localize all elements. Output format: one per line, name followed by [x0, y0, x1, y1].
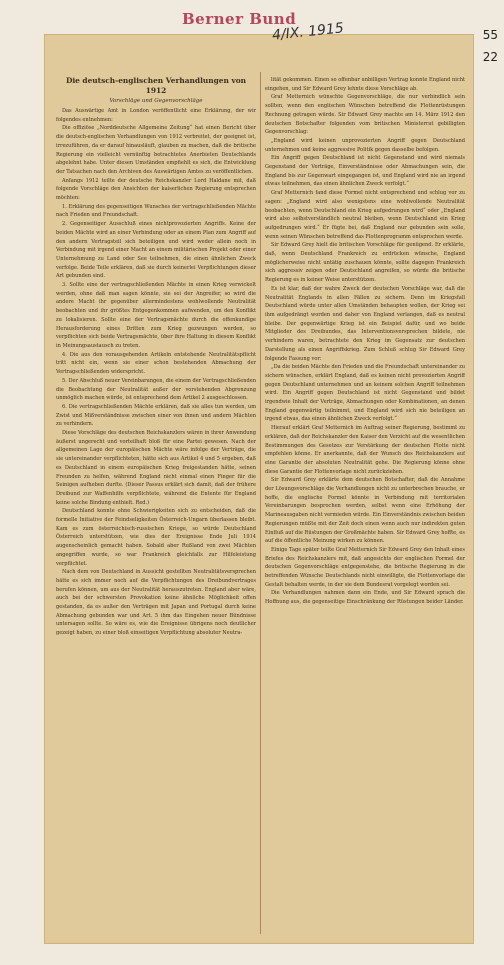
- article-left-column: [56, 76, 256, 936]
- paragraph: 5. Der Abschluß neuer Vereinbarungen, die einem der Vertragschließenden die Beobachtung der Neutralität außer der vorstehenden Abgrenzung unmöglich machen würde, ist entsprechend dem Artikel 2 ausgeschlossen.: [56, 377, 256, 402]
- paragraph: Das Auswärtige Amt in London veröffentlicht eine Erklärung, der wir folgendes entnehmen:: [56, 108, 256, 123]
- paragraph: Diese Vorschläge des deutschen Reichskanzlers wären in ihrer Anwendung äußerst ungerecht und vorteilhaft bloß für eine Partei gewesen. Nach der allgemeinen Lage der europäischen Mächte wäre infolge der Verträge, die sie untereinander verpflichteten, hätte sich aus Artikel 4 und 5 ergeben, daß es Deutschland in einem europäischen Krieg freigestanden hätte, seinen Freunden zu helfen, während England nicht einmal einen Finger für die Seinigen aufheben durfte. (Dieser Passus erklärt sich damit, daß der frühere Dreibund zur Waffenhilfe verpflichtete, während die Entente für England keine solche Bindung enthielt. Red.): [56, 430, 256, 506]
- newspaper-stamp: Berner Bund: [182, 10, 297, 28]
- paragraph: „England wird keinen unprovozierten Angriff gegen Deutschland unternehmen und keine aggressive Politik gegen dasselbe befolgen.: [265, 137, 465, 153]
- handwritten-date: 4/IX. 1915: [271, 20, 345, 44]
- paragraph: Graf Metternich wünschte Gegenvorschläge, die nur verbindlich sein sollten, wenn den englischen Wünschen betreffend die Flottenrüstungen Rechnung getragen würde. Sir Edward Grey machte am 14. März 1912 den deutschen Botschafter folgenden vom britischen Ministerrat gebilligten Gegenvorschlag:: [265, 94, 465, 136]
- paragraph: 6. Die vertragschließenden Mächte erklären, daß sie alles tun werden, um Zwist und Mißverständnisse zwischen einer von ihnen und andern Mächten zu verhindern.: [56, 403, 256, 428]
- paragraph: Einige Tage später teilte Graf Metternich Sir Edward Grey den Inhalt eines Briefes des Reichskanzlers mit, daß angesichts der englischen Formel der deutschen Gegenvorschläge entgegenstehe, die britische Regierung in die betreffenden Wünsche Deutschlands nicht einwilligte, die Flottenvorlage die Gestalt behalten werde, in der sie dem Bundesrat vorgelegt worden sei.: [265, 546, 465, 588]
- paragraph: 4. Die aus den vorausgehenden Artikeln entstehende Neutralitätspflicht tritt nicht ein, wenn sie einer schon bestehenden Abmachung der Vertragschließenden widerspricht.: [56, 351, 256, 376]
- paragraph: Sir Edward Grey hielt die britischen Vorschläge für genügend. Er erklärte, daß, wenn Deutschland Frankreich zu erdrücken wünsche, England möglicherweise nicht untätig zuschauen könnte, sollte dagegen Frankreich sich aggressiv zeigen oder Deutschland angreifen, so würde die britische Regierung es in keiner Weise unterstützen.: [265, 242, 465, 284]
- page-number-bottom: 22: [482, 50, 498, 64]
- paragraph: Nach dem von Deutschland in Aussicht gestellten Neutralitätsversprechen hätte es sich immer noch auf die Verpflichtungen des Dreibundvertrages berufen können, um aus der Neutralität herauszutreten. England aber wäre, auch bei der schwersten Provokation keine ähnliche Möglichkeit offen gestanden, da es außer den Verträgen mit Japan und Portugal durch keine Abmachung gebunden war und Art. 5 ihm das Eingehen neuer Bündnisse untersagen sollte. So wäre es, wie die Ereignisse übrigens noch deutlicher gezeigt haben, zu einer bloß einseitigen Verpflichtung absoluter Neutra-: [56, 569, 256, 637]
- paragraph: 1. Erklärung des gegenseitigen Wunsches der vertragschließenden Mächte nach Frieden und Freundschaft.: [56, 203, 256, 219]
- paragraph: Deutschland konnte ohne Schwierigkeiten sich zu entscheiden, daß die formelle Initiative der Feindseligkeiten Österreich-Ungarn überlassen bleibt. Kam es zum österreichisch-russischen Kriege, so würde Deutschland Österreich unterstützen, wie dies der Ereignisse Ende Juli 1914 augenscheinlich gemacht haben. Sobald aber Rußland von zwei Mächten angegriffen wurde, so war Frankreich gleichfalls zur Hilfeleistung verpflichtet.: [56, 508, 256, 567]
- column-divider: [260, 72, 261, 934]
- paragraph: 2. Gegenseitiger Ausschluß eines nichtprovozierten Angriffs. Keine der beiden Mächte wird an einer Verbindung oder an einem Plan zum Angriff auf den andern Vertragsteil sich beteiligen und wird weder allein noch in Verbindung mit irgend einer Macht an einem militärischen Projekt oder einer Unternehmung zu Land oder See teilnehmen, die einen ähnlichen Zweck verfolge. Beide Teile erklären, daß sie durch keinerlei Verpflichtungen dieser Art gebunden sind.: [56, 221, 256, 280]
- page-number-top: 55: [482, 28, 498, 42]
- paragraph: 3. Sollte eine der vertragschließenden Mächte in einen Krieg verwickelt werden, ohne daß man sagen könnte, sie sei der Angreifer, so wird die andere Macht ihr gegenüber allermindestens wohlwollende Neutralität beobachten und ihr größtes Entgegenkommen aufwenden, um den Konflikt zu lokalisieren. Sollte eine der Vertragsmächte durch die offenkundige Herausforderung eines Dritten zum Krieg gezwungen werden, so verpflichten sich beide Vertragsmächte, über ihre Haltung in diesem Konflikt in Meinungsaustausch zu treten.: [56, 282, 256, 349]
- paragraph: Ein Angriff gegen Deutschland ist nicht Gegenstand und wird niemals Gegenstand der Verträge, Einverständnisse oder Abmachungen sein, die England bis zur Gegenwart eingegangen ist, und England wird nie an irgend etwas teilnehmen, das einen ähnlichen Zweck verfolgt.“: [265, 155, 465, 188]
- paragraph: lität gekommen. Einen so offenbar unbilligen Vertrag konnte England nicht eingehen, und Sir Edward Grey lehnte diese Vorschläge ab.: [265, 77, 465, 92]
- article-right-column: [265, 76, 465, 936]
- paragraph: Anfangs 1912 teilte der deutsche Reichskanzler Lord Haldane mit, daß folgende Vorschläge den Ansichten der kaiserlichen Regierung entsprechen möchten:: [56, 177, 256, 202]
- article-headline: Die deutsch-englischen Verhandlungen von 1912: [65, 76, 247, 95]
- paragraph: Die offiziöse „Norddeutsche Allgemeine Zeitung“ hat einen Bericht über die deutsch-englischen Verhandlungen von 1912 verbreitet, der geeignet ist, irrezuführen, da er darauf hinausläuft, glauben zu machen, daß die britische Regierung ein vielleicht vernünftig betrachtetes Anerbieten Deutschlands abgelehnt habe. Unter diesen Umständen empfiehlt es sich, die Entwicklung der Tatsachen nach den Archiven des Auswärtigen Amtes zu veröffentlichen.: [56, 125, 256, 175]
- paragraph: Sir Edward Grey erklärte dem deutschen Botschafter, daß die Annahme der Lösungsvorschläge die Verhandlungen nicht zu unterbrechen brauche, er hoffe, die englische Formel könnte in Verbindung mit territorialen Vereinbarungen besprochen werden, selbst wenn eine Erhöhung der Marineausgaben nicht vermieden würde. Ein Einverständnis zwischen beiden Regierungen müßte mit der Zeit doch einen wenn auch nur indirekten guten Einfluß auf die Rüstungen der Großmächte haben. Sir Edward Grey hoffte, es auf die öffentliche Meinung wirken zu können.: [265, 477, 465, 545]
- article-subheadline: Vorschläge und Gegenvorschläge: [109, 98, 203, 104]
- paragraph: Graf Metternich fand diese Formel nicht entsprechend und schlug vor zu sagen: „England wird also wenigstens eine wohlwollende Neutralität beobachten, wenn Deutschland ein Krieg aufgedrungen wird“ oder „England wird also selbstverständlich neutral bleiben, wenn Deutschland ein Krieg aufgedrungen wird.“ Er fügte bei, daß England nur gebunden sein solle, wenn seinen Wünschen betreffend das Flottenprogramm entsprochen werde.: [265, 190, 465, 240]
- paragraph: Hierauf erklärt Graf Metternich im Auftrag seiner Regierung, bestimmt zu erklären, daß der Reichskanzler den Kaiser den Verzicht auf die wesentlichen Bestimmungen des Gesetzes zur Verstärkung der deutschen Flotte nicht empfehlen könne. Er anerkannte, daß der Wunsch des Reichskanzlers auf eine Garantie der absoluten Neutralität gehe. Die Regierung könne ohne diese Garantie der Flottenvorlage nicht zurückziehen.: [265, 425, 465, 475]
- paragraph: Die Verhandlungen nahmen dann ein Ende, und Sir Edward sprach die Hoffnung aus, die gegenseitige Einschränkung der Rüstungen beider Länder.: [265, 590, 465, 606]
- paragraph: Es ist klar, daß der wahre Zweck der deutschen Vorschläge war, daß die Neutralität Englands in allen Fällen zu sichern. Denn im Kriegsfall Deutschland würde unter allen Umständen behaupten wollen, der Krieg sei ihm aufgedrängt worden und daher von England verlangen, daß es neutral bleibe. Der gegenwärtige Krieg ist ein Beispiel dafür, und wo beide Mitglieder des Dreibundes, das Interventionsversprechen bildete, nie verhindern waren, betrachtete den Krieg im Gegensatz zur deutschen Darstellung als einen Angriffskrieg. Zum Schluß schlug Sir Edward Grey folgende Fassung vor:: [265, 285, 465, 362]
- paragraph: „Da die beiden Mächte den Frieden und die Freundschaft untereinander zu sichern wünschen, erklärt England, daß es keinen nicht provozierten Angriff gegen Deutschland unternehmen und an keinem solchen Angriff teilnehmen wird. Ein Angriff gegen Deutschland ist nicht Gegenstand und bildet irgendwie Inhalt der Verträge, Abmachungen oder Kombinationen, an denen England gegenwärtig teilnimmt, und England wird sich nie beteiligen an irgend etwas, das einen ähnlichen Zweck verfolgt.“: [265, 364, 465, 423]
